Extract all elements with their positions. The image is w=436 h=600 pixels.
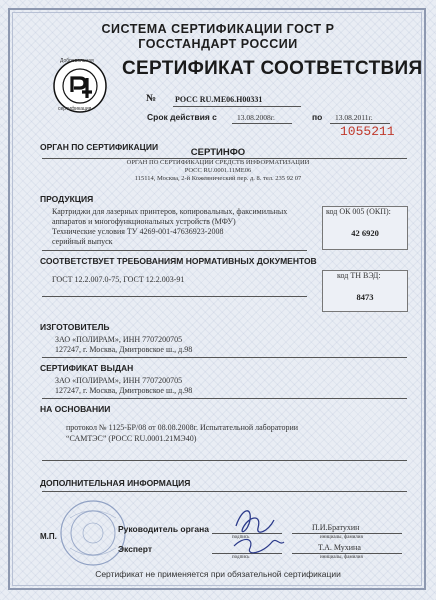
compliance-standards: ГОСТ 12.2.007.0-75, ГОСТ 12.2.003-91	[52, 275, 185, 284]
head-sig-caption: подпись	[232, 535, 250, 540]
logo-top-text: Добровольная	[60, 58, 94, 64]
expert-sig-caption: подпись	[232, 555, 250, 560]
issued-to-underline	[42, 398, 407, 399]
additional-underline	[42, 491, 407, 492]
product-line-3: Технические условия ТУ 4269-001-47636923-2008	[52, 227, 224, 236]
head-label: Руководитель органа	[118, 524, 209, 534]
manufacturer-line-1: ЗАО «ПОЛИРАМ», ИНН 7707200705	[55, 335, 183, 344]
compliance-heading: СООТВЕТСТВУЕТ ТРЕБОВАНИЯМ НОРМАТИВНЫХ ДОКУМЕНТОВ	[40, 256, 317, 266]
basis-heading: НА ОСНОВАНИИ	[40, 404, 111, 414]
product-line-4: серийный выпуск	[52, 237, 113, 246]
tnved-value: 8473	[356, 292, 374, 302]
valid-to: 13.08.2011г.	[335, 113, 373, 122]
product-line-1: Картриджи для лазерных принтеров, копировальных, факсимильных	[52, 207, 288, 216]
number-symbol: №	[146, 93, 157, 104]
certificate-title: СЕРТИФИКАТ СООТВЕТСТВИЯ	[122, 58, 423, 79]
product-underline	[42, 250, 307, 251]
manufacturer-underline	[42, 357, 407, 358]
valid-from-underline	[232, 123, 292, 124]
certification-body-name: СЕРТИНФО	[190, 147, 246, 158]
issued-to-line-1: ЗАО «ПОЛИРАМ», ИНН 7707200705	[55, 376, 183, 385]
agency-title: ГОССТАНДАРТ РОССИИ	[138, 37, 298, 51]
okp-label: код ОК 005 (ОКП):	[326, 207, 391, 216]
compliance-underline	[42, 296, 307, 297]
logo-bottom-text: сертификация	[58, 106, 92, 112]
basis-line-2: “САМТЭС” (РОСС RU.0001.21МЭ40)	[66, 434, 197, 443]
basis-underline	[42, 460, 407, 461]
head-name-line	[292, 533, 402, 534]
additional-heading: ДОПОЛНИТЕЛЬНАЯ ИНФОРМАЦИЯ	[40, 478, 191, 488]
number-underline	[173, 106, 301, 107]
footer-note: Сертификат не применяется при обязательной сертификации	[95, 569, 341, 579]
stamp-place-label: М.П.	[40, 532, 57, 541]
manufacturer-line-2: 127247, г. Москва, Дмитровское ш., д.98	[55, 345, 193, 354]
issued-to-line-2: 127247, г. Москва, Дмитровское ш., д.98	[55, 386, 193, 395]
expert-name-caption: инициалы, фамилия	[320, 555, 363, 560]
manufacturer-heading: ИЗГОТОВИТЕЛЬ	[40, 322, 110, 332]
tnved-label: код ТН ВЭД:	[337, 271, 381, 280]
head-name-caption: инициалы, фамилия	[320, 535, 363, 540]
okp-value: 42 6920	[351, 228, 379, 238]
serial-number: 1055211	[340, 124, 395, 139]
expert-label: Эксперт	[118, 544, 153, 554]
certificate-number: РОСС RU.ME06.H00331	[175, 95, 263, 104]
certification-body-desc: ОРГАН ПО СЕРТИФИКАЦИИ СРЕДСТВ ИНФОРМАТИЗАЦИИ	[126, 159, 310, 166]
product-line-2: аппаратов и многофункциональных устройств (МФУ)	[52, 217, 236, 226]
product-heading: ПРОДУКЦИЯ	[40, 194, 94, 204]
expert-name: Т.А. Мухина	[318, 543, 361, 552]
expert-name-line	[292, 553, 402, 554]
system-title: СИСТЕМА СЕРТИФИКАЦИИ ГОСТ Р	[101, 22, 335, 36]
certification-body-address: 115114, Москва, 2-й Кожевнический пер. д. 8. тел. 235 92 07	[134, 175, 302, 182]
to-label: по	[312, 112, 323, 122]
handwritten-signatures	[228, 502, 288, 562]
valid-from: 13.08.2008г.	[237, 113, 275, 122]
certification-body-reg: РОСС RU.0001.11ME06	[184, 167, 252, 174]
issued-to-heading: СЕРТИФИКАТ ВЫДАН	[40, 363, 134, 373]
validity-label: Срок действия с	[147, 112, 217, 122]
basis-line-1: протокол № 1125-БР/08 от 08.08.2008г. Испытательной лаборатории	[66, 423, 299, 432]
certification-body-heading: ОРГАН ПО СЕРТИФИКАЦИИ	[40, 142, 159, 152]
head-name: П.И.Братухин	[312, 523, 360, 532]
